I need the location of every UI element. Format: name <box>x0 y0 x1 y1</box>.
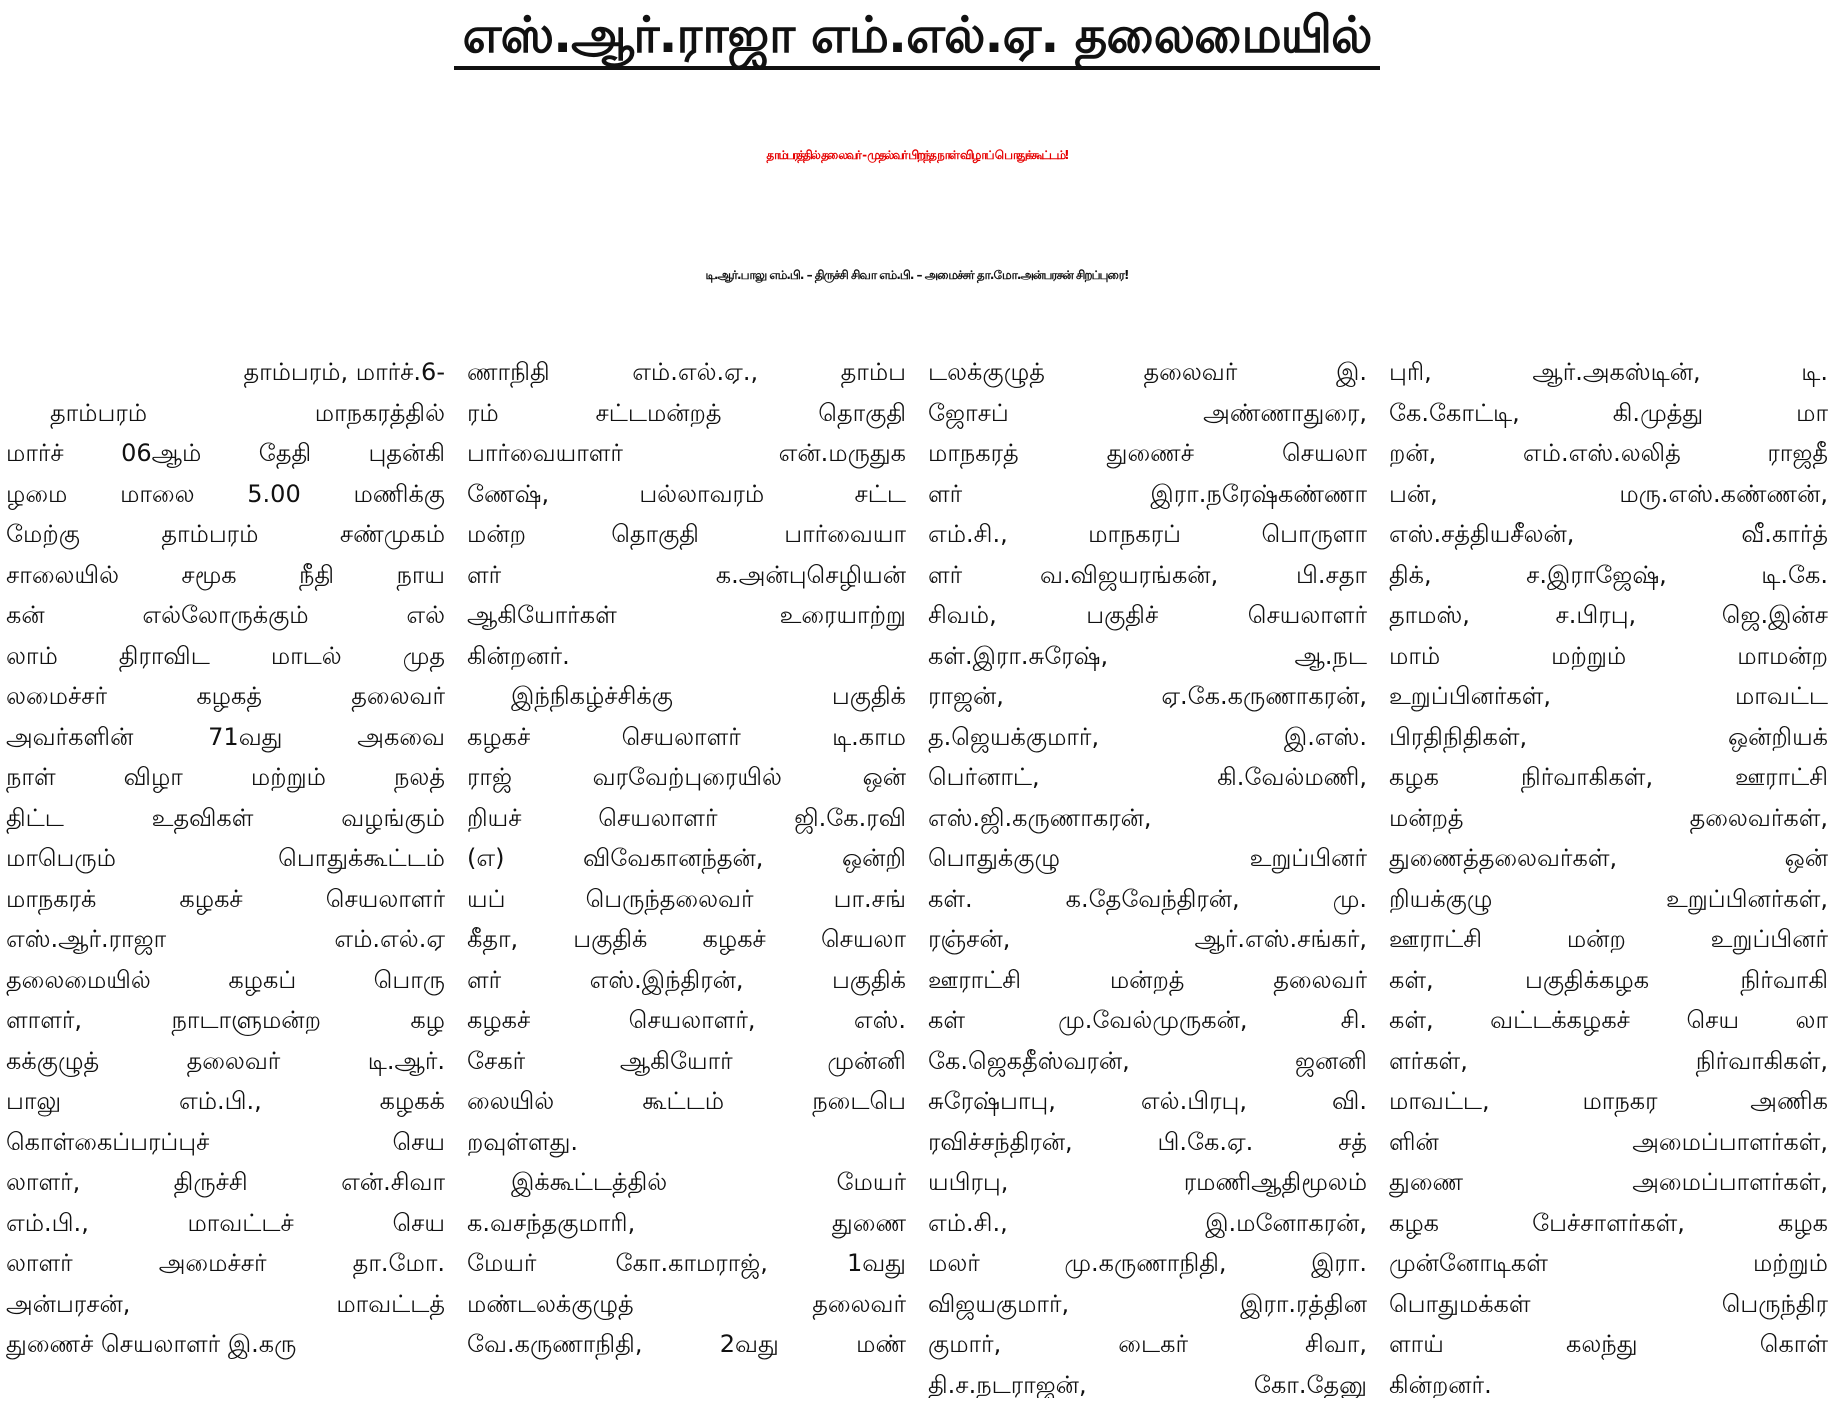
article-line: கள், வட்டக்கழகச் செய லா <box>1389 1006 1828 1034</box>
article-line: நாள் விழா மற்றும் நலத் <box>6 763 445 791</box>
article-line: தாம்பரம், மார்ச்.6- <box>243 358 445 386</box>
article-line: த.ஜெயக்குமார், இ.எஸ். <box>928 722 1367 751</box>
article-line: துணைத்தலைவர்கள், ஒன் <box>1389 844 1828 872</box>
article-line: இக்கூட்டத்தில் மேயர் <box>511 1168 906 1196</box>
article-line: மாநகரக் கழகச் செயலாளர் <box>6 884 445 913</box>
article-line: பொதுமக்கள் பெருந்திர <box>1389 1289 1828 1318</box>
article-line: பொதுக்குழு உறுப்பினர் <box>928 844 1367 872</box>
article-line: ளர் வ.விஜயரங்கன், பி.சதா <box>928 560 1367 589</box>
article-line: ரஞ்சன், ஆர்.எஸ்.சங்கர், <box>928 925 1367 953</box>
article-line: ழமை மாலை 5.00 மணிக்கு <box>6 479 445 508</box>
headline: தாம்பரத்தில் தலைவர் - முதல்வர் பிறந்த நாள் விழாப் பொதுக்கூட்டம்! <box>766 148 1068 162</box>
article-line: ராஜ் வரவேற்புரையில் ஒன் <box>467 763 906 791</box>
article-line: பாலு எம்.பி., கழகக் <box>6 1087 445 1115</box>
article-line: ரவிச்சந்திரன், பி.கே.ஏ. சத் <box>928 1127 1367 1156</box>
article-line: ஊராட்சி மன்றத் தலைவர் <box>928 965 1367 994</box>
article-line: பார்வையாளர் என்.மருதுக <box>467 439 906 467</box>
article-line: குமார், டைகர் சிவா, <box>928 1330 1367 1358</box>
article-line: மன்றத் தலைவர்கள், <box>1389 803 1828 832</box>
article-line: எஸ்.ஜி.கருணாகரன், <box>928 803 1152 832</box>
article-line: கள், பகுதிக்கழக நிர்வாகி <box>1389 965 1828 994</box>
article-line: ளாளர், நாடாளுமன்ற கழ <box>6 1006 445 1034</box>
article-line: ரம் சட்டமன்றத் தொகுதி <box>467 398 906 427</box>
article-line: லாளர், திருச்சி என்.சிவா <box>6 1168 445 1196</box>
article-line: தாம்பரம் மாநகரத்தில் <box>50 398 445 427</box>
subheadline: டி.ஆர்.பாலு எம்.பி. – திருச்சி சிவா எம்.பி. – அமைச்சர் தா.மோ.அன்பரசன் சிறப்புரை! <box>705 268 1129 282</box>
article-line: துணைச் செயலாளர் இ.கரு <box>6 1330 297 1358</box>
article-line: மேற்கு தாம்பரம் சண்முகம் <box>6 520 445 548</box>
article-line: மலர் மு.கருணாநிதி, இரா. <box>928 1249 1367 1277</box>
article-line: விஜயகுமார், இரா.ரத்தின <box>928 1289 1367 1318</box>
article-line: லமைச்சர் கழகத் தலைவர் <box>6 682 445 710</box>
article-line: மேயர் கோ.காமராஜ், 1வது <box>467 1249 906 1277</box>
article-line: எம்.சி., இ.மனோகரன், <box>928 1208 1367 1237</box>
article-line: துணை அமைப்பாளர்கள், <box>1389 1168 1828 1196</box>
article-line: எம்.பி., மாவட்டச் செய <box>6 1208 445 1237</box>
article-line: மாம் மற்றும் மாமன்ற <box>1389 641 1828 670</box>
article-line: உறுப்பினர்கள், மாவட்ட <box>1389 682 1828 710</box>
article-line: எஸ்.சத்தியசீலன், வீ.கார்த் <box>1389 520 1828 548</box>
article-line: மாபெரும் பொதுக்கூட்டம் <box>6 844 445 872</box>
article-line: ளர் எஸ்.இந்திரன், பகுதிக் <box>467 965 906 994</box>
article-line: ஊராட்சி மன்ற உறுப்பினர் <box>1389 925 1828 953</box>
article-line: றவுள்ளது. <box>467 1127 579 1156</box>
article-line: டலக்குழுத் தலைவர் இ. <box>928 358 1367 386</box>
article-line: சேகர் ஆகியோர் முன்னி <box>467 1046 906 1075</box>
article-line: அன்பரசன், மாவட்டத் <box>6 1289 445 1318</box>
article-line: மார்ச் 06ஆம் தேதி புதன்கி <box>6 439 445 467</box>
article-line: மாநகரத் துணைச் செயலா <box>928 439 1367 467</box>
article-line: திக், ச.இராஜேஷ், டி.கே. <box>1389 560 1828 589</box>
article-line: மாவட்ட, மாநகர அணிக <box>1389 1087 1828 1115</box>
article-line: எஸ்.ஆர்.ராஜா எம்.எல்.ஏ <box>6 925 445 953</box>
article-line: அவர்களின் 71வது அகவை <box>6 722 445 751</box>
article-line: கக்குழுத் தலைவர் டி.ஆர். <box>6 1046 445 1075</box>
article-line: சிவம், பகுதிச் செயலாளர் <box>928 601 1367 629</box>
article-line: ளின் அமைப்பாளர்கள், <box>1389 1127 1828 1156</box>
article-line: கின்றனர். <box>1389 1370 1492 1398</box>
article-line: லையில் கூட்டம் நடைபெ <box>467 1087 906 1115</box>
column-1 <box>6 352 445 1398</box>
article-line: ளர் க.அன்புசெழியன் <box>467 560 906 589</box>
kicker-container <box>0 4 1834 70</box>
article-line: கே.கோட்டி, கி.முத்து மா <box>1389 398 1828 427</box>
article-line: திட்ட உதவிகள் வழங்கும் <box>6 803 445 832</box>
article-line: ராஜன், ஏ.கே.கருணாகரன், <box>928 682 1367 710</box>
article-line: க.வசந்தகுமாரி, துணை <box>467 1208 906 1237</box>
article-line: றியச் செயலாளர் ஜி.கே.ரவி <box>467 803 906 832</box>
article-line: பெர்னாட், கி.வேல்மணி, <box>928 763 1367 791</box>
article-line: கழகச் செயலாளர் டி.காம <box>467 722 906 751</box>
article-line: ளர் இரா.நரேஷ்கண்ணா <box>928 479 1367 508</box>
article-line: எம்.சி., மாநகரப் பொருளா <box>928 520 1367 548</box>
article-line: சுரேஷ்பாபு, எல்.பிரபு, வி. <box>928 1087 1367 1115</box>
column-2 <box>467 352 906 1398</box>
article-line: கே.ஜெகதீஸ்வரன், ஜனனி <box>928 1046 1367 1075</box>
article-line: லாம் திராவிட மாடல் முத <box>6 641 445 670</box>
article-line: கள். க.தேவேந்திரன், மு. <box>928 884 1367 913</box>
article-line: வே.கருணாநிதி, 2வது மண் <box>467 1330 906 1358</box>
article-line: கழக நிர்வாகிகள், ஊராட்சி <box>1389 763 1828 791</box>
article-line: முன்னோடிகள் மற்றும் <box>1389 1249 1828 1277</box>
article-line: கள்.இரா.சுரேஷ், ஆ.நட <box>928 641 1367 670</box>
article-line: யப் பெருந்தலைவர் பா.சங் <box>467 884 906 913</box>
article-line: கழகச் செயலாளர், எஸ். <box>467 1006 906 1034</box>
article-line: ஜோசப் அண்ணாதுரை, <box>928 398 1367 427</box>
article-line: பன், மரு.எஸ்.கண்ணன், <box>1389 479 1828 508</box>
article-line: கின்றனர். <box>467 641 570 670</box>
article-line: ணாநிதி எம்.எல்.ஏ., தாம்ப <box>467 358 906 386</box>
article-line: கன் எல்லோருக்கும் எல் <box>6 601 445 629</box>
article-line: லாளர் அமைச்சர் தா.மோ. <box>6 1249 445 1277</box>
article-body <box>6 352 1828 1398</box>
article-line: கள் மு.வேல்முருகன், சி. <box>928 1006 1367 1034</box>
article-line: தி.ச.நடராஜன், கோ.தேனு <box>928 1370 1367 1398</box>
article-line: ஆகியோர்கள் உரையாற்று <box>467 601 906 629</box>
article-line: கழக பேச்சாளர்கள், கழக <box>1389 1208 1828 1237</box>
article-line: தாமஸ், ச.பிரபு, ஜெ.இன்ச <box>1389 601 1828 629</box>
article-line: கீதா, பகுதிக் கழகச் செயலா <box>467 925 906 953</box>
article-line: சாலையில் சமூக நீதி நாய <box>6 560 445 589</box>
article-line: புரி, ஆர்.அகஸ்டின், டி. <box>1389 358 1828 386</box>
article-line: (எ) விவேகானந்தன், ஒன்றி <box>467 844 906 872</box>
column-3 <box>928 352 1367 1398</box>
article-line: தலைமையில் கழகப் பொரு <box>6 965 445 994</box>
article-line: ளாய் கலந்து கொள் <box>1389 1330 1828 1358</box>
article-line: ணேஷ், பல்லாவரம் சட்ட <box>467 479 906 508</box>
article-line: மண்டலக்குழுத் தலைவர் <box>467 1289 906 1318</box>
article-line: றியக்குழு உறுப்பினர்கள், <box>1389 884 1828 913</box>
article-line: றன், எம்.எஸ்.லலித் ராஜதீ <box>1389 439 1828 467</box>
article-line: கொள்கைப்பரப்புச் செய <box>6 1127 445 1156</box>
article-line: பிரதிநிதிகள், ஒன்றியக் <box>1389 722 1828 751</box>
article-line: ளர்கள், நிர்வாகிகள், <box>1389 1046 1828 1075</box>
article-line: இந்நிகழ்ச்சிக்கு பகுதிக் <box>511 682 906 710</box>
column-4 <box>1389 352 1828 1398</box>
article-line: மன்ற தொகுதி பார்வையா <box>467 520 906 548</box>
kicker-text: எஸ்.ஆர்.ராஜா எம்.எல்.ஏ. தலைமையில் <box>454 4 1379 70</box>
article-line: யபிரபு, ரமணிஆதிமூலம் <box>928 1168 1367 1196</box>
